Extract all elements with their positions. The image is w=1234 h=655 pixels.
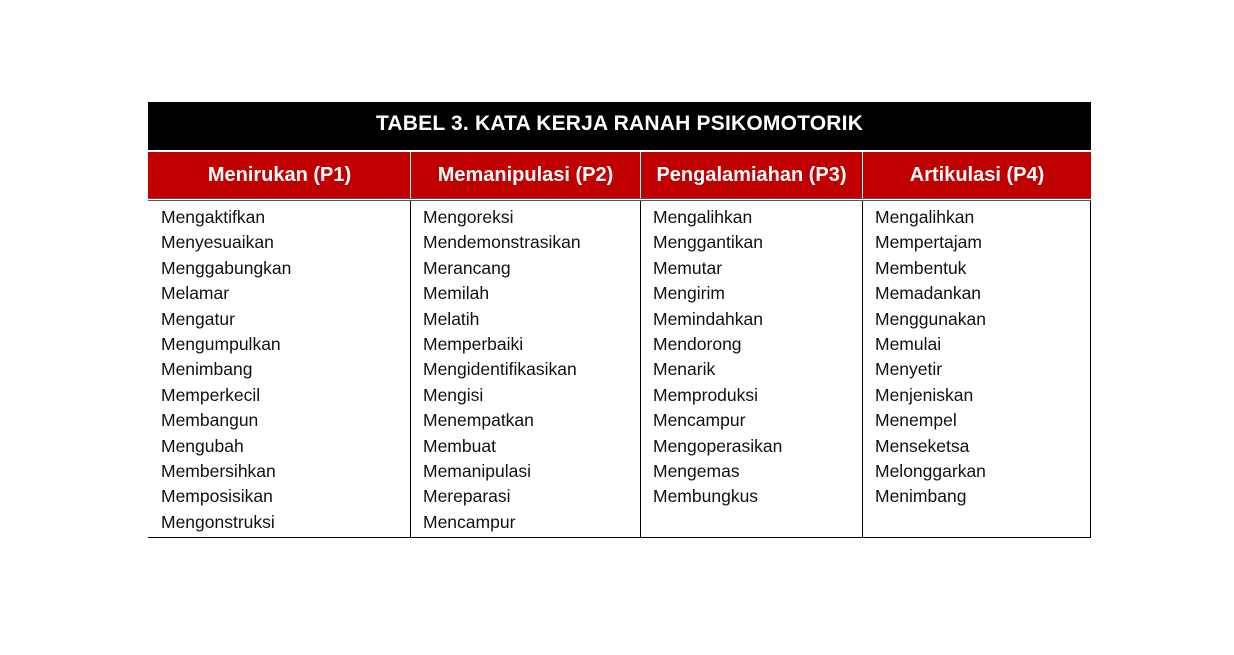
verb-cell: Memperbaiki <box>423 333 524 354</box>
verb-cell: Mengisi <box>423 384 484 405</box>
verb-cell: Mendorong <box>653 333 742 354</box>
column-header-p1: Menirukan (P1) <box>148 152 410 198</box>
verb-cell: Membangun <box>161 410 259 431</box>
verb-cell: Memproduksi <box>653 384 759 405</box>
verb-cell: Mengubah <box>161 435 244 456</box>
verb-cell: Menggunakan <box>875 308 986 329</box>
verb-cell: Menempel <box>875 410 957 431</box>
verb-cell: Mengirim <box>653 283 725 304</box>
column-p2 <box>410 201 640 537</box>
verb-cell: Menseketsa <box>875 435 970 456</box>
verb-cell: Mengoperasikan <box>653 435 783 456</box>
verb-cell: Menggantikan <box>653 232 763 253</box>
verb-cell: Mengaktifkan <box>161 207 266 227</box>
verb-cell: Memindahkan <box>653 308 763 329</box>
verb-cell: Mendemonstrasikan <box>423 232 581 253</box>
column-p3 <box>640 201 862 537</box>
verb-cell: Melonggarkan <box>875 460 986 481</box>
verb-cell: Memilah <box>423 283 490 304</box>
verb-cell: Mengoreksi <box>423 207 514 227</box>
verb-cell: Membuat <box>423 435 496 456</box>
verb-cell: Menggabungkan <box>161 257 292 278</box>
verb-cell: Memutar <box>653 257 723 278</box>
verb-cell: Menimbang <box>161 359 253 380</box>
verb-cell: Mengalihkan <box>653 207 753 227</box>
column-header-p3: Pengalamiahan (P3) <box>640 152 862 198</box>
verb-cell: Melamar <box>161 283 230 304</box>
verb-cell: Menempatkan <box>423 410 534 431</box>
verb-cell: Membentuk <box>875 257 967 278</box>
verb-cell: Melatih <box>423 308 480 329</box>
column-header-p4: Artikulasi (P4) <box>862 152 1091 198</box>
verb-cell: Memperkecil <box>161 384 261 405</box>
verb-table <box>148 102 1091 538</box>
verb-cell: Mengidentifikasikan <box>423 359 577 380</box>
verb-cell: Menyesuaikan <box>161 232 274 253</box>
verb-cell: Mempertajam <box>875 232 982 253</box>
verb-cell: Merancang <box>423 257 511 278</box>
verb-cell: Mengumpulkan <box>161 333 281 354</box>
column-p1 <box>148 201 410 537</box>
column-p4 <box>862 201 1091 537</box>
verb-cell: Menimbang <box>875 486 967 507</box>
verb-cell: Memulai <box>875 333 942 354</box>
verb-cell: Mengalihkan <box>875 207 975 227</box>
verb-cell: Membungkus <box>653 486 759 507</box>
verb-cell: Mencampur <box>653 410 746 431</box>
verb-cell: Mengatur <box>161 308 235 329</box>
verb-cell: Membersihkan <box>161 460 276 481</box>
verb-cell: Memadankan <box>875 283 982 304</box>
table-title: TABEL 3. KATA KERJA RANAH PSIKOMOTORIK <box>148 102 1091 150</box>
column-header-p2: Memanipulasi (P2) <box>410 152 640 198</box>
verb-cell: Menyetir <box>875 359 943 380</box>
verb-cell: Mengemas <box>653 460 740 481</box>
verb-cell: Mereparasi <box>423 486 511 507</box>
verb-cell: Mengonstruksi <box>161 511 275 532</box>
verb-cell: Menjeniskan <box>875 384 974 405</box>
verb-cell: Mencampur <box>423 511 516 532</box>
body-row <box>148 201 1091 538</box>
verb-cell: Memanipulasi <box>423 460 531 481</box>
verb-cell: Memposisikan <box>161 486 273 507</box>
header-row <box>148 150 1091 201</box>
verb-cell: Menarik <box>653 359 716 380</box>
